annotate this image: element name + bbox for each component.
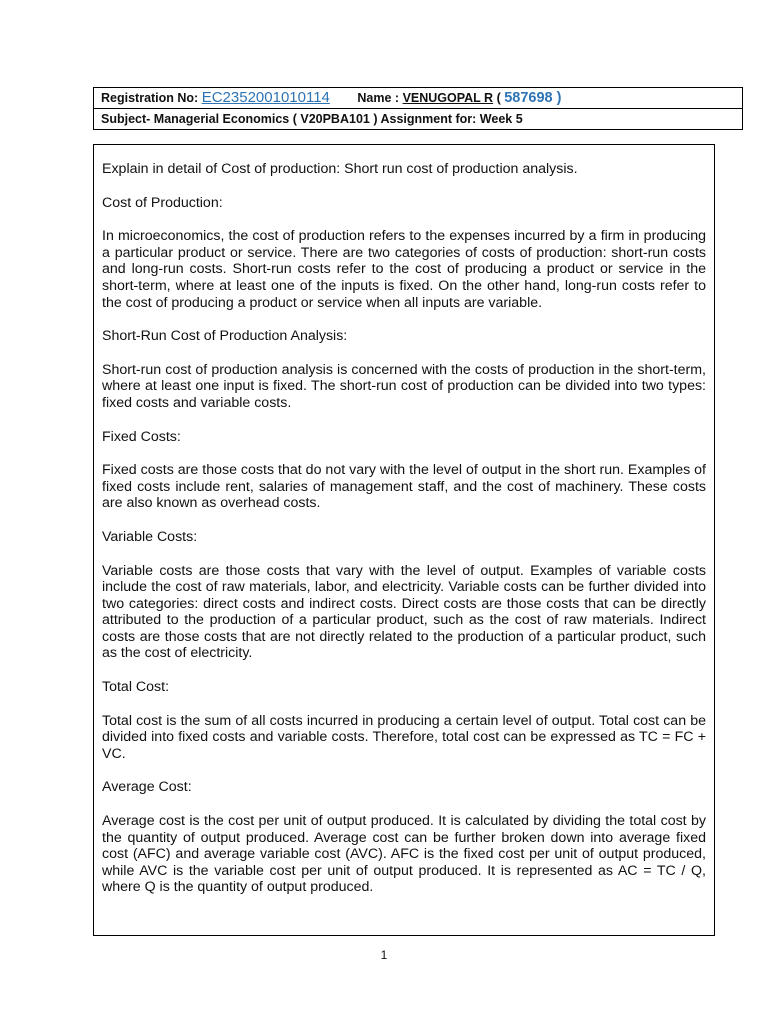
heading-cost-of-production: Cost of Production: <box>102 194 223 211</box>
roll-number: 587698 ) <box>504 90 562 106</box>
paragraph-fixed-costs: Fixed costs are those costs that do not vary with the level of output in the short run. Examples of fixed costs include rent, salaries of management staff, and the cost of machinery. These costs are also known as overhead costs. <box>102 462 706 512</box>
heading-fixed-costs: Fixed Costs: <box>102 428 181 445</box>
registration-number: EC2352001010114 <box>201 89 330 106</box>
page-number: 1 <box>380 948 388 962</box>
header-table <box>93 87 743 130</box>
registration-row <box>94 88 742 108</box>
subject-line: Subject- Managerial Economics ( V20PBA101 ) Assignment for: Week 5 <box>101 112 523 126</box>
answer-content-box <box>93 144 715 936</box>
roll-paren-open: ( <box>496 91 501 105</box>
name-label: Name : <box>357 91 400 105</box>
paragraph-short-run: Short-run cost of production analysis is concerned with the costs of production in the short-term, where at least one input is fixed. The short-run cost of production can be divided into two types: fixed costs and variable costs. <box>102 361 706 411</box>
subject-row <box>94 108 742 129</box>
registration-label: Registration No: <box>101 91 199 105</box>
paragraph-cost-of-production: In microeconomics, the cost of production refers to the expenses incurred by a firm in producing a particular product or service. There are two categories of costs of production: short-run costs and long-run costs. Short-run costs refer to the cost of producing a product or service in the short-term, where at least one of the inputs is fixed. On the other hand, long-run costs refer to the cost of producing a product or service when all inputs are variable. <box>102 228 706 311</box>
heading-variable-costs: Variable Costs: <box>102 528 198 545</box>
student-name: VENUGOPAL R <box>402 91 494 105</box>
paragraph-total-cost: Total cost is the sum of all costs incurred in producing a certain level of output. Total cost can be divided into fixed costs and variable costs. Therefore, total cost can be expressed as TC = FC + VC. <box>102 712 706 762</box>
paragraph-variable-costs: Variable costs are those costs that vary with the level of output. Examples of variable costs include the cost of raw materials, labor, and electricity. Variable costs can be further divided into two categories: direct costs and indirect costs. Direct costs are those costs that can be directly attributed to the production of a particular product, such as the cost of raw materials. Indirect costs are those costs that are not directly related to the production of a particular product, such as the cost of electricity. <box>102 562 706 662</box>
paragraph-average-cost: Average cost is the cost per unit of output produced. It is calculated by dividing the total cost by the quantity of output produced. Average cost can be further broken down into average fixed cost (AFC) and average variable cost (AVC). AFC is the fixed cost per unit of output produced, while AVC is the variable cost per unit of output produced. It is represented as AC = TC / Q, where Q is the quantity of output produced. <box>102 813 706 896</box>
heading-average-cost: Average Cost: <box>102 779 192 796</box>
heading-short-run: Short-Run Cost of Production Analysis: <box>102 328 348 345</box>
heading-total-cost: Total Cost: <box>102 679 170 696</box>
question-text: Explain in detail of Cost of production: Short run cost of production analysis. <box>102 161 578 177</box>
